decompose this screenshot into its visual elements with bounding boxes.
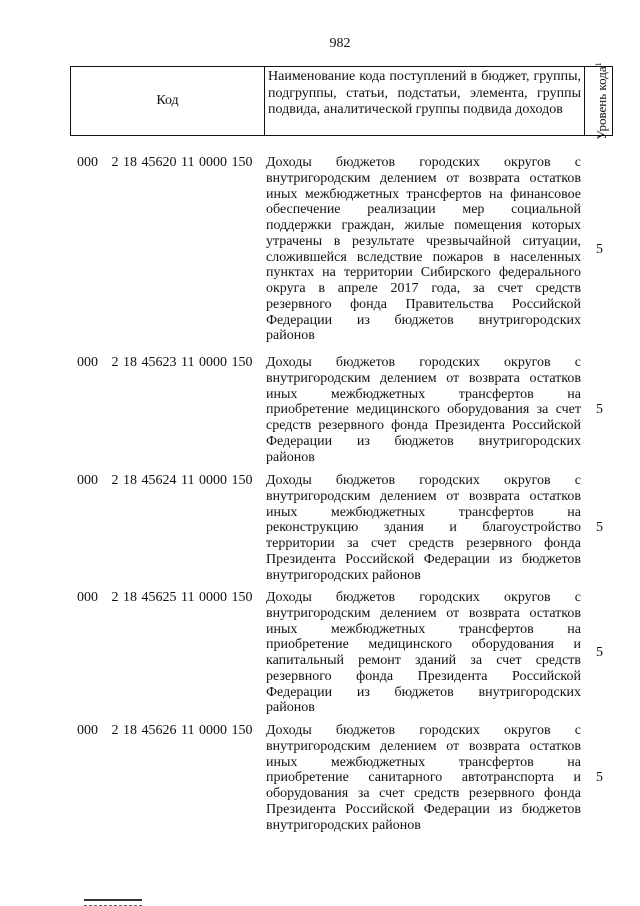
row-name — [266, 355, 581, 465]
row-name-line: Президента Российской Федерации из бюджетов — [266, 801, 581, 817]
header-level-column — [587, 62, 613, 140]
row-level: 5 — [596, 645, 603, 660]
row-name-line: пунктах на территории Сибирского федерального — [266, 265, 581, 281]
row-level: 5 — [596, 770, 603, 786]
row-name-line: Президента Российской Федерации из бюджетов — [266, 551, 581, 567]
row-code: 000 2 18 45623 11 0000 150 — [77, 355, 253, 370]
row-name-line: внутригородским делением от возврата остатков — [266, 370, 581, 386]
row-name-line: приобретение медицинского оборудования за счет — [266, 402, 581, 418]
header-level-label — [592, 62, 608, 139]
row-name-line: приобретение санитарного автотранспорта и — [266, 770, 581, 786]
row-name-line: Доходы бюджетов городских округов с — [266, 590, 581, 605]
row-name-line: иных межбюджетных трансфертов на финансовое — [266, 186, 581, 202]
row-name-line: капитальный ремонт зданий за счет средств — [266, 653, 581, 668]
row-name-line: Доходы бюджетов городских округов с — [266, 723, 581, 738]
row-name-line: внутригородским делением от возврата остатков — [266, 488, 581, 504]
header-level-footnote: 1 — [593, 62, 603, 67]
page-number: 982 — [329, 36, 351, 51]
row-name-line: Федерации из бюджетов внутригородских — [266, 684, 581, 700]
row-name-line: Федерации из бюджетов внутригородских — [266, 433, 581, 449]
row-name-line: внутригородским делением от возврата остатков — [266, 605, 581, 621]
row-name-line: внутригородским делением от возврата остатков — [266, 170, 581, 186]
row-name-line: Федерации из бюджетов внутригородских — [266, 312, 581, 328]
row-name — [266, 473, 581, 583]
row-name-line: районов — [266, 700, 315, 716]
row-name-line: обеспечение реализации мер социальной — [266, 202, 581, 218]
row-name-line: иных межбюджетных трансфертов на — [266, 621, 581, 637]
row-name-line: внутригородских районов — [266, 567, 421, 583]
row-name-line: оборудования за счет средств резервного фонда — [266, 786, 581, 801]
row-level: 5 — [596, 520, 603, 536]
row-name-line: реконструкцию здания и благоустройство — [266, 520, 581, 536]
row-name-line: иных межбюджетных трансфертов на — [266, 754, 581, 770]
row-name-line: резервного фонда Правительства Российской — [266, 296, 581, 312]
row-name-line: утрачены в результате чрезвычайной ситуации, — [266, 233, 581, 249]
row-code: 000 2 18 45620 11 0000 150 — [77, 155, 253, 170]
header-name-column: Наименование кода поступлений в бюджет, группы, подгруппы, статьи, подстатьи, элемента, группы подвида, аналитической группы подвида доходов — [265, 67, 585, 135]
row-name-line: внутригородских районов — [266, 817, 421, 833]
row-name — [266, 723, 581, 833]
row-level: 5 — [596, 402, 603, 418]
row-code: 000 2 18 45624 11 0000 150 — [77, 473, 253, 488]
row-name-line: районов — [266, 449, 315, 465]
header-code-column: Код — [71, 67, 265, 135]
row-name-line: средств резервного фонда Президента Российской — [266, 418, 581, 433]
row-name-line: приобретение медицинского оборудования и — [266, 637, 581, 653]
row-name-line: Доходы бюджетов городских округов с — [266, 473, 581, 488]
row-level: 5 — [596, 241, 603, 257]
header-level-text: Уровень кода — [594, 66, 610, 140]
row-name-line: иных межбюджетных трансфертов на — [266, 386, 581, 402]
row-name-line: Доходы бюджетов городских округов с — [266, 155, 581, 170]
row-name-line: Доходы бюджетов городских округов с — [266, 355, 581, 370]
row-name-line: сложившейся вследствие пожаров в населенных — [266, 249, 581, 265]
row-code: 000 2 18 45626 11 0000 150 — [77, 723, 253, 738]
row-name-line: резервного фонда Президента Российской — [266, 668, 581, 684]
row-name-line: районов — [266, 328, 315, 344]
row-name-line: иных межбюджетных трансфертов на — [266, 504, 581, 520]
row-code: 000 2 18 45625 11 0000 150 — [77, 590, 253, 605]
row-name — [266, 590, 581, 716]
row-name — [266, 155, 581, 344]
table-header — [70, 62, 613, 140]
row-name-line: внутригородским делением от возврата остатков — [266, 738, 581, 754]
row-name-line: поддержки граждан, жилые помещения которых — [266, 218, 581, 233]
row-name-line: округа в апреле 2017 года, за счет средств — [266, 281, 581, 296]
row-name-line: территории за счет средств резервного фонда — [266, 536, 581, 551]
